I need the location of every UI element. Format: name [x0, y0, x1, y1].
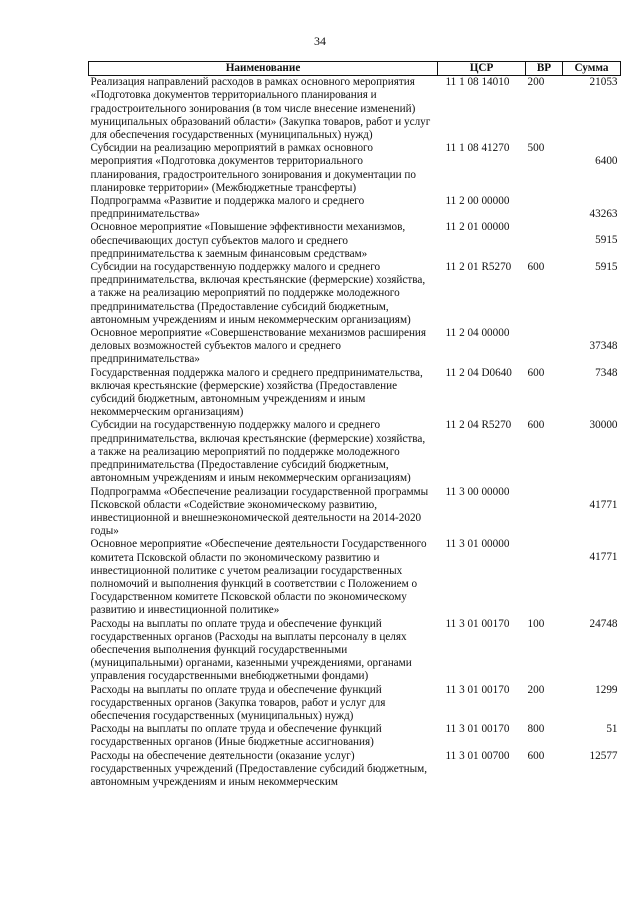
- row-name: Основное мероприятие «Повышение эффективности механизмов, обеспечивающих доступ субъектов малого и среднего предпринимательства к заемным финансовым средствам»: [90, 221, 406, 260]
- row-csr: 11 3 01 00700: [445, 749, 510, 762]
- row-vr: [526, 195, 563, 221]
- header-name: Наименование: [89, 62, 438, 76]
- row-csr: 11 2 04 R5270: [445, 419, 512, 432]
- row-vr: [526, 327, 563, 367]
- row-sum: 6400: [595, 155, 618, 168]
- row-sum: 7348: [595, 366, 618, 379]
- row-name: Субсидии на государственную поддержку малого и среднего предпринимательства, включая крестьянские (фермерские) хозяйства, а также на реализацию мероприятий по поддержке молодежного предпринимательства (Предоставление субсидий бюджетным, автономным учреждениям и иным некоммерческим организациям): [90, 419, 426, 485]
- row-sum: 21053: [589, 76, 618, 89]
- row-name: Расходы на выплаты по оплате труда и обеспечение функций государственных органов (Закупка товаров, работ и услуг для обеспечения государственных (муниципальных) нужд): [90, 683, 386, 722]
- row-vr: [526, 486, 563, 539]
- row-vr: 100: [527, 617, 545, 630]
- table-row: [89, 76, 621, 143]
- table-row: [89, 723, 621, 749]
- row-vr: 200: [527, 683, 545, 696]
- row-csr: 11 1 08 14010: [445, 76, 510, 89]
- row-csr: 11 2 04 00000: [445, 327, 510, 340]
- row-csr: 11 2 01 R5270: [445, 261, 512, 274]
- table-row: [89, 538, 621, 617]
- row-csr: 11 3 01 00170: [445, 617, 510, 630]
- table-row: [89, 327, 621, 367]
- table-row: [89, 195, 621, 221]
- row-name: Субсидии на государственную поддержку малого и среднего предпринимательства, включая крестьянские (фермерские) хозяйства, а также на реализацию мероприятий по поддержке молодежного предпринимательства (Предоставление субсидий бюджетным, автономным учреждениям и иным некоммерческим организациям): [90, 261, 426, 326]
- row-name: Расходы на выплаты по оплате труда и обеспечение функций государственных органов (Расходы на выплаты персоналу в целях обеспечения выполнения функций государственными (муниципальными) органами, казенными учреждениями, органами управления государственными внебюджетными фондами): [90, 617, 412, 683]
- header-vr: ВР: [526, 62, 563, 76]
- row-sum: 5915: [595, 261, 618, 274]
- table-row: [89, 419, 621, 485]
- row-name: Расходы на выплаты по оплате труда и обеспечение функций государственных органов (Иные бюджетные ассигнования): [90, 723, 382, 749]
- row-name: Подпрограмма «Обеспечение реализации государственной программы Псковской области «Содействие экономическому развитию, инвестиционной и внешнеэкономической деятельности на 2014-2020 годы»: [90, 485, 429, 538]
- table-row: [89, 618, 621, 684]
- row-vr: 600: [527, 419, 545, 432]
- table-row: [89, 486, 621, 539]
- table-row: [89, 367, 621, 420]
- row-csr: 11 2 04 D0640: [445, 366, 512, 379]
- row-csr: 11 3 01 00170: [445, 723, 510, 736]
- row-csr: 11 2 00 00000: [445, 195, 510, 208]
- row-vr: 600: [527, 366, 545, 379]
- table-row: [89, 684, 621, 724]
- row-sum: 51: [606, 723, 618, 736]
- row-vr: [526, 221, 563, 261]
- table-header-row: [89, 62, 621, 76]
- row-csr: 11 3 00 00000: [445, 485, 510, 498]
- table-row: [89, 142, 621, 195]
- row-sum: 41771: [589, 498, 618, 511]
- header-csr: ЦСР: [438, 62, 526, 76]
- budget-table: [88, 61, 621, 789]
- row-vr: 200: [527, 76, 545, 89]
- row-name: Субсидии на реализацию мероприятий в рамках основного мероприятия «Подготовка документов территориального планирования, градостроительного зонирования и документации по планировке территории» (Межбюджетные трансферты): [90, 142, 416, 194]
- row-sum: 1299: [595, 683, 618, 696]
- row-vr: 800: [527, 723, 545, 736]
- header-sum: Сумма: [563, 62, 621, 76]
- row-csr: 11 1 08 41270: [445, 142, 510, 155]
- row-sum: 37348: [589, 340, 618, 353]
- row-csr: 11 3 01 00170: [445, 683, 510, 696]
- table-row: [89, 750, 621, 790]
- table-row: [89, 221, 621, 261]
- row-name: Государственная поддержка малого и среднего предпринимательства, включая крестьянские (фермерские) хозяйства (Предоставление субсидий бюджетным, автономным учреждениям и иным некоммерческим организациям): [90, 366, 423, 419]
- row-name: Подпрограмма «Развитие и поддержка малого и среднего предпринимательства»: [90, 195, 365, 221]
- row-sum: 43263: [589, 208, 618, 221]
- row-sum: 41771: [589, 551, 618, 564]
- row-name: Основное мероприятие «Совершенствование механизмов расширения деловых возможностей субъектов малого и среднего предпринимательства»: [90, 327, 427, 366]
- row-name: Основное мероприятие «Обеспечение деятельности Государственного комитета Псковской области по экономическому развитию и инвестиционной политике с учетом реализации государственных полномочий и выполнения функций в соответствии с Положением о Государственном комитете Псковской области по экономическому развитию и инвестиционной политике»: [90, 538, 427, 617]
- row-vr: [526, 538, 563, 617]
- row-name: Реализация направлений расходов в рамках основного мероприятия «Подготовка документов территориального планирования и градостроительного зонирования (в том числе внесение изменений) муниципальных образований области» (Закупка товаров, работ и услуг для обеспечения государственных (муниципальных) нужд): [90, 76, 431, 142]
- page-number: 34: [314, 34, 326, 48]
- row-vr: 500: [527, 142, 545, 155]
- row-csr: 11 2 01 00000: [445, 221, 510, 234]
- row-csr: 11 3 01 00000: [445, 538, 510, 551]
- row-sum: 12577: [589, 749, 618, 762]
- table-row: [89, 261, 621, 327]
- row-vr: 600: [527, 749, 545, 762]
- row-vr: 600: [527, 261, 545, 274]
- row-sum: 30000: [589, 419, 618, 432]
- row-sum: 5915: [595, 234, 618, 247]
- row-name: Расходы на обеспечение деятельности (оказание услуг) государственных учреждений (Предоставление субсидий бюджетным, автономным учреждениям и иным некоммерческим: [90, 749, 428, 788]
- row-sum: 24748: [589, 617, 618, 630]
